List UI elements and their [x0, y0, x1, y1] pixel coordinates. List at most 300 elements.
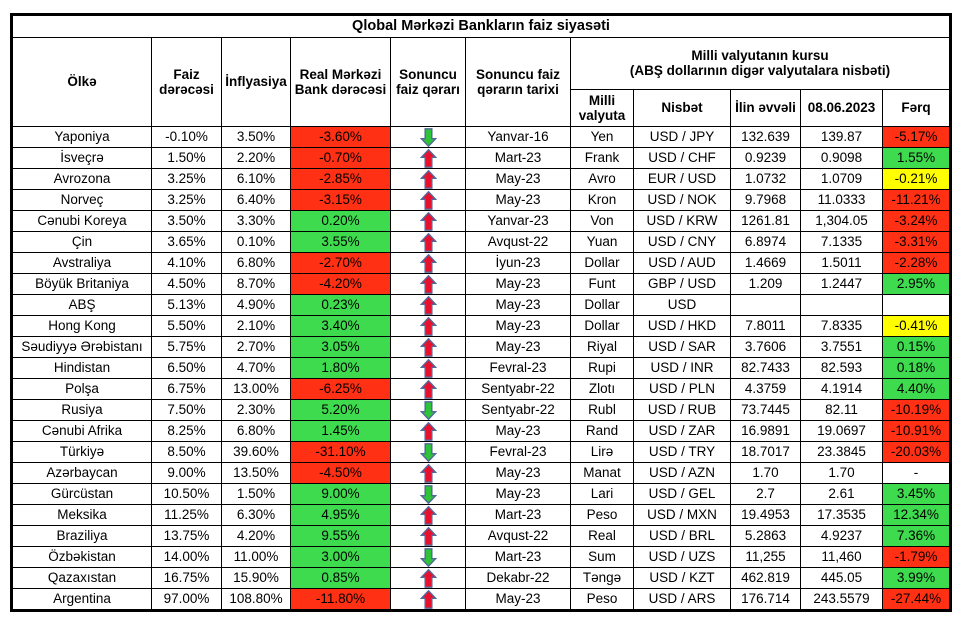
table-row	[12, 232, 951, 253]
title-row	[12, 15, 951, 38]
decision-date-cell: May-23	[466, 589, 571, 611]
rate-up-arrow-icon	[393, 275, 463, 294]
rate-decision-cell	[391, 400, 466, 421]
rate-cell: 5.13%	[152, 295, 222, 316]
pair-cell: GBP / USD	[634, 274, 731, 295]
year-start-cell: 0.9239	[731, 148, 801, 169]
table-row	[12, 589, 951, 611]
year-start-cell: 1.0732	[731, 169, 801, 190]
rate-up-arrow-icon	[393, 296, 463, 315]
rate-up-arrow-icon	[393, 149, 463, 168]
rate-decision-cell	[391, 253, 466, 274]
diff-cell: -11.21%	[883, 190, 951, 211]
decision-date-cell: May-23	[466, 484, 571, 505]
rate-cell: 8.25%	[152, 421, 222, 442]
col-header-rate: Faiz dərəcəsi	[152, 38, 222, 127]
currency-cell: Avro	[571, 169, 634, 190]
col-header-real-rate: Real Mərkəzi Bank dərəcəsi	[291, 38, 391, 127]
pair-cell: USD / AZN	[634, 463, 731, 484]
decision-date-cell: Fevral-23	[466, 358, 571, 379]
table-row	[12, 400, 951, 421]
rate-cell: 10.50%	[152, 484, 222, 505]
decision-date-cell: Yanvar-23	[466, 211, 571, 232]
rate-decision-cell	[391, 589, 466, 611]
diff-cell: -0.41%	[883, 316, 951, 337]
pair-cell: EUR / USD	[634, 169, 731, 190]
inflation-cell: 6.80%	[222, 421, 291, 442]
current-rate-cell: 11.0333	[801, 190, 883, 211]
rate-decision-cell	[391, 505, 466, 526]
rate-cell: 11.25%	[152, 505, 222, 526]
real-rate-cell: -3.15%	[291, 190, 391, 211]
currency-cell: Kron	[571, 190, 634, 211]
country-cell: Böyük Britaniya	[12, 274, 152, 295]
decision-date-cell: Mart-23	[466, 148, 571, 169]
decision-date-cell: May-23	[466, 190, 571, 211]
table-row	[12, 526, 951, 547]
rate-up-arrow-icon	[393, 317, 463, 336]
country-cell: Hindistan	[12, 358, 152, 379]
rate-decision-cell	[391, 442, 466, 463]
inflation-cell: 2.20%	[222, 148, 291, 169]
inflation-cell: 3.50%	[222, 127, 291, 148]
col-header-currency: Milli valyuta	[571, 89, 634, 126]
year-start-cell: 11,255	[731, 547, 801, 568]
year-start-cell: 3.7606	[731, 337, 801, 358]
rate-decision-cell	[391, 274, 466, 295]
country-cell: İsveçrə	[12, 148, 152, 169]
rate-cell: 8.50%	[152, 442, 222, 463]
decision-date-cell: May-23	[466, 274, 571, 295]
table-row	[12, 253, 951, 274]
currency-cell: Yuan	[571, 232, 634, 253]
real-rate-cell: -31.10%	[291, 442, 391, 463]
pair-cell: USD / TRY	[634, 442, 731, 463]
table-row	[12, 148, 951, 169]
real-rate-cell: -0.70%	[291, 148, 391, 169]
rate-cell: 5.50%	[152, 316, 222, 337]
table-row	[12, 484, 951, 505]
table-row	[12, 379, 951, 400]
country-cell: Avrozona	[12, 169, 152, 190]
currency-cell: Sum	[571, 547, 634, 568]
year-start-cell: 1.209	[731, 274, 801, 295]
currency-cell: Dollar	[571, 316, 634, 337]
rate-cell: 4.10%	[152, 253, 222, 274]
rate-decision-cell	[391, 295, 466, 316]
table-row	[12, 211, 951, 232]
rate-cell: 3.25%	[152, 190, 222, 211]
rate-cell: 9.00%	[152, 463, 222, 484]
pair-cell: USD / ZAR	[634, 421, 731, 442]
decision-date-cell: Fevral-23	[466, 442, 571, 463]
country-cell: Qazaxıstan	[12, 568, 152, 589]
current-rate-cell: 1.0709	[801, 169, 883, 190]
current-rate-cell: 1,304.05	[801, 211, 883, 232]
inflation-cell: 6.10%	[222, 169, 291, 190]
real-rate-cell: 3.40%	[291, 316, 391, 337]
country-cell: Meksika	[12, 505, 152, 526]
rate-cell: 97.00%	[152, 589, 222, 611]
country-cell: Azərbaycan	[12, 463, 152, 484]
currency-cell: Zlotı	[571, 379, 634, 400]
rate-cell: 3.65%	[152, 232, 222, 253]
inflation-cell: 4.90%	[222, 295, 291, 316]
rate-cell: 4.50%	[152, 274, 222, 295]
inflation-cell: 4.20%	[222, 526, 291, 547]
currency-cell: Rubl	[571, 400, 634, 421]
central-bank-rates-table	[10, 13, 952, 612]
diff-cell: -0.21%	[883, 169, 951, 190]
decision-date-cell: Mart-23	[466, 547, 571, 568]
diff-cell: -1.79%	[883, 547, 951, 568]
diff-cell: 3.99%	[883, 568, 951, 589]
diff-cell: -3.31%	[883, 232, 951, 253]
inflation-cell: 2.10%	[222, 316, 291, 337]
real-rate-cell: -11.80%	[291, 589, 391, 611]
country-cell: Argentina	[12, 589, 152, 611]
decision-date-cell: May-23	[466, 337, 571, 358]
diff-cell: 2.95%	[883, 274, 951, 295]
real-rate-cell: -6.25%	[291, 379, 391, 400]
year-start-cell: 5.2863	[731, 526, 801, 547]
rate-up-arrow-icon	[393, 338, 463, 357]
current-rate-cell: 7.1335	[801, 232, 883, 253]
inflation-cell: 13.50%	[222, 463, 291, 484]
decision-date-cell: Avqust-22	[466, 232, 571, 253]
country-cell: Polşa	[12, 379, 152, 400]
rate-up-arrow-icon	[393, 527, 463, 546]
inflation-cell: 108.80%	[222, 589, 291, 611]
rate-decision-cell	[391, 484, 466, 505]
rate-decision-cell	[391, 211, 466, 232]
rate-decision-cell	[391, 148, 466, 169]
rate-cell: 7.50%	[152, 400, 222, 421]
rate-decision-cell	[391, 337, 466, 358]
currency-cell: Von	[571, 211, 634, 232]
current-rate-cell: 82.593	[801, 358, 883, 379]
rate-down-arrow-icon	[393, 128, 463, 147]
real-rate-cell: 0.20%	[291, 211, 391, 232]
year-start-cell: 73.7445	[731, 400, 801, 421]
year-start-cell: 6.8974	[731, 232, 801, 253]
decision-date-cell: İyun-23	[466, 253, 571, 274]
inflation-cell: 6.30%	[222, 505, 291, 526]
table-row	[12, 547, 951, 568]
rate-decision-cell	[391, 526, 466, 547]
pair-cell: USD / ARS	[634, 589, 731, 611]
rate-up-arrow-icon	[393, 170, 463, 189]
year-start-cell: 1261.81	[731, 211, 801, 232]
rate-decision-cell	[391, 232, 466, 253]
current-rate-cell: 1.5011	[801, 253, 883, 274]
real-rate-cell: -2.70%	[291, 253, 391, 274]
rate-cell: 6.50%	[152, 358, 222, 379]
currency-cell: Rand	[571, 421, 634, 442]
rate-decision-cell	[391, 169, 466, 190]
pair-cell: USD / JPY	[634, 127, 731, 148]
fx-group-title: Milli valyutanın kursu	[691, 48, 829, 64]
diff-cell: 0.18%	[883, 358, 951, 379]
table-row	[12, 337, 951, 358]
table-row	[12, 505, 951, 526]
currency-cell: Lari	[571, 484, 634, 505]
diff-cell: 4.40%	[883, 379, 951, 400]
year-start-cell: 4.3759	[731, 379, 801, 400]
table-body	[12, 127, 951, 611]
real-rate-cell: 0.85%	[291, 568, 391, 589]
diff-cell: 3.45%	[883, 484, 951, 505]
diff-cell: 12.34%	[883, 505, 951, 526]
inflation-cell: 0.10%	[222, 232, 291, 253]
table-row	[12, 316, 951, 337]
current-rate-cell: 7.8335	[801, 316, 883, 337]
pair-cell: USD / INR	[634, 358, 731, 379]
rate-cell: 1.50%	[152, 148, 222, 169]
rate-down-arrow-icon	[393, 548, 463, 567]
current-rate-cell: 3.7551	[801, 337, 883, 358]
currency-cell: Funt	[571, 274, 634, 295]
country-cell: Hong Kong	[12, 316, 152, 337]
rate-decision-cell	[391, 316, 466, 337]
real-rate-cell: 5.20%	[291, 400, 391, 421]
country-cell: Gürcüstan	[12, 484, 152, 505]
decision-date-cell: May-23	[466, 169, 571, 190]
country-cell: Səudiyyə Ərəbistanı	[12, 337, 152, 358]
current-rate-cell: 139.87	[801, 127, 883, 148]
current-rate-cell: 23.3845	[801, 442, 883, 463]
decision-date-cell: May-23	[466, 421, 571, 442]
country-cell: Özbəkistan	[12, 547, 152, 568]
table-row	[12, 463, 951, 484]
real-rate-cell: 1.80%	[291, 358, 391, 379]
decision-date-cell: Sentyabr-22	[466, 400, 571, 421]
currency-cell: Təngə	[571, 568, 634, 589]
diff-cell: -10.19%	[883, 400, 951, 421]
currency-cell: Frank	[571, 148, 634, 169]
rate-up-arrow-icon	[393, 464, 463, 483]
pair-cell: USD / CHF	[634, 148, 731, 169]
real-rate-cell: 0.23%	[291, 295, 391, 316]
inflation-cell: 8.70%	[222, 274, 291, 295]
table-row	[12, 421, 951, 442]
real-rate-cell: 4.95%	[291, 505, 391, 526]
decision-date-cell: Sentyabr-22	[466, 379, 571, 400]
pair-cell: USD / KRW	[634, 211, 731, 232]
rate-up-arrow-icon	[393, 590, 463, 609]
table-title: Qlobal Mərkəzi Bankların faiz siyasəti	[12, 15, 951, 38]
table-row	[12, 127, 951, 148]
year-start-cell: 18.7017	[731, 442, 801, 463]
currency-cell: Real	[571, 526, 634, 547]
table-row	[12, 169, 951, 190]
rate-down-arrow-icon	[393, 485, 463, 504]
rate-up-arrow-icon	[393, 254, 463, 273]
rate-decision-cell	[391, 358, 466, 379]
pair-cell: USD / UZS	[634, 547, 731, 568]
diff-cell	[883, 295, 951, 316]
diff-cell: 0.15%	[883, 337, 951, 358]
inflation-cell: 2.70%	[222, 337, 291, 358]
pair-cell: USD / HKD	[634, 316, 731, 337]
pair-cell: USD / SAR	[634, 337, 731, 358]
decision-date-cell: Dekabr-22	[466, 568, 571, 589]
currency-cell: Dollar	[571, 253, 634, 274]
pair-cell: USD / MXN	[634, 505, 731, 526]
table-row	[12, 568, 951, 589]
rate-up-arrow-icon	[393, 380, 463, 399]
diff-cell: -3.24%	[883, 211, 951, 232]
year-start-cell: 9.7968	[731, 190, 801, 211]
country-cell: Norveç	[12, 190, 152, 211]
table-row	[12, 190, 951, 211]
country-cell: Cənubi Koreya	[12, 211, 152, 232]
country-cell: Avstraliya	[12, 253, 152, 274]
country-cell: Çin	[12, 232, 152, 253]
col-header-current-date: 08.06.2023	[801, 89, 883, 126]
pair-cell: USD / GEL	[634, 484, 731, 505]
decision-date-cell: Yanvar-16	[466, 127, 571, 148]
real-rate-cell: 3.05%	[291, 337, 391, 358]
pair-cell: USD / BRL	[634, 526, 731, 547]
inflation-cell: 4.70%	[222, 358, 291, 379]
real-rate-cell: 3.55%	[291, 232, 391, 253]
rate-decision-cell	[391, 190, 466, 211]
country-cell: Türkiyə	[12, 442, 152, 463]
rate-up-arrow-icon	[393, 506, 463, 525]
real-rate-cell: -2.85%	[291, 169, 391, 190]
decision-date-cell: Avqust-22	[466, 526, 571, 547]
rate-cell: 14.00%	[152, 547, 222, 568]
rate-cell: 6.75%	[152, 379, 222, 400]
currency-cell: Peso	[571, 505, 634, 526]
rate-down-arrow-icon	[393, 443, 463, 462]
currency-cell: Peso	[571, 589, 634, 611]
real-rate-cell: 1.45%	[291, 421, 391, 442]
decision-date-cell: May-23	[466, 463, 571, 484]
rate-decision-cell	[391, 127, 466, 148]
diff-cell: -	[883, 463, 951, 484]
current-rate-cell: 17.3535	[801, 505, 883, 526]
year-start-cell: 19.4953	[731, 505, 801, 526]
rate-up-arrow-icon	[393, 422, 463, 441]
country-cell: Cənubi Afrika	[12, 421, 152, 442]
year-start-cell: 462.819	[731, 568, 801, 589]
currency-cell: Lirə	[571, 442, 634, 463]
year-start-cell: 132.639	[731, 127, 801, 148]
real-rate-cell: -4.20%	[291, 274, 391, 295]
col-header-last-decision: Sonuncu faiz qərarı	[391, 38, 466, 127]
diff-cell: 7.36%	[883, 526, 951, 547]
country-cell: Rusiya	[12, 400, 152, 421]
year-start-cell: 1.4669	[731, 253, 801, 274]
country-cell: Braziliya	[12, 526, 152, 547]
table-row	[12, 442, 951, 463]
currency-cell: Dollar	[571, 295, 634, 316]
rate-decision-cell	[391, 568, 466, 589]
inflation-cell: 1.50%	[222, 484, 291, 505]
col-header-inflation: İnflyasiya	[222, 38, 291, 127]
pair-cell: USD / NOK	[634, 190, 731, 211]
currency-cell: Rupi	[571, 358, 634, 379]
rate-up-arrow-icon	[393, 191, 463, 210]
rate-cell: 5.75%	[152, 337, 222, 358]
country-cell: Yaponiya	[12, 127, 152, 148]
pair-cell: USD / RUB	[634, 400, 731, 421]
pair-cell: USD / KZT	[634, 568, 731, 589]
inflation-cell: 6.80%	[222, 253, 291, 274]
diff-cell: -2.28%	[883, 253, 951, 274]
rate-up-arrow-icon	[393, 212, 463, 231]
inflation-cell: 15.90%	[222, 568, 291, 589]
diff-cell: -27.44%	[883, 589, 951, 611]
currency-cell: Yen	[571, 127, 634, 148]
rate-decision-cell	[391, 421, 466, 442]
pair-cell: USD / CNY	[634, 232, 731, 253]
rate-cell: 13.75%	[152, 526, 222, 547]
current-rate-cell: 445.05	[801, 568, 883, 589]
real-rate-cell: -4.50%	[291, 463, 391, 484]
rate-decision-cell	[391, 463, 466, 484]
rate-cell: 3.25%	[152, 169, 222, 190]
diff-cell: -10.91%	[883, 421, 951, 442]
col-header-last-decision-date: Sonuncu faiz qərarın tarixi	[466, 38, 571, 127]
table-row	[12, 358, 951, 379]
year-start-cell: 82.7433	[731, 358, 801, 379]
header-row-main	[12, 38, 951, 90]
inflation-cell: 39.60%	[222, 442, 291, 463]
col-header-diff: Fərq	[883, 89, 951, 126]
col-header-year-start: İlin əvvəli	[731, 89, 801, 126]
diff-cell: 1.55%	[883, 148, 951, 169]
fx-group-subtitle: (ABŞ dollarının digər valyutalara nisbəti)	[629, 63, 891, 79]
currency-cell: Riyal	[571, 337, 634, 358]
current-rate-cell: 4.9237	[801, 526, 883, 547]
current-rate-cell: 2.61	[801, 484, 883, 505]
inflation-cell: 11.00%	[222, 547, 291, 568]
current-rate-cell: 4.1914	[801, 379, 883, 400]
decision-date-cell: May-23	[466, 295, 571, 316]
col-header-pair: Nisbət	[634, 89, 731, 126]
diff-cell: -5.17%	[883, 127, 951, 148]
diff-cell: -20.03%	[883, 442, 951, 463]
rate-decision-cell	[391, 379, 466, 400]
pair-cell: USD / AUD	[634, 253, 731, 274]
rate-up-arrow-icon	[393, 233, 463, 252]
rate-down-arrow-icon	[393, 401, 463, 420]
current-rate-cell: 11,460	[801, 547, 883, 568]
col-header-country: Ölkə	[12, 38, 152, 127]
year-start-cell: 16.9891	[731, 421, 801, 442]
current-rate-cell: 82.11	[801, 400, 883, 421]
current-rate-cell: 1.70	[801, 463, 883, 484]
country-cell: ABŞ	[12, 295, 152, 316]
currency-cell: Manat	[571, 463, 634, 484]
decision-date-cell: May-23	[466, 316, 571, 337]
current-rate-cell: 0.9098	[801, 148, 883, 169]
rate-decision-cell	[391, 547, 466, 568]
current-rate-cell	[801, 295, 883, 316]
rate-up-arrow-icon	[393, 569, 463, 588]
current-rate-cell: 1.2447	[801, 274, 883, 295]
current-rate-cell: 243.5579	[801, 589, 883, 611]
rate-cell: -0.10%	[152, 127, 222, 148]
rate-cell: 16.75%	[152, 568, 222, 589]
real-rate-cell: 3.00%	[291, 547, 391, 568]
decision-date-cell: Mart-23	[466, 505, 571, 526]
rate-up-arrow-icon	[393, 359, 463, 378]
inflation-cell: 2.30%	[222, 400, 291, 421]
